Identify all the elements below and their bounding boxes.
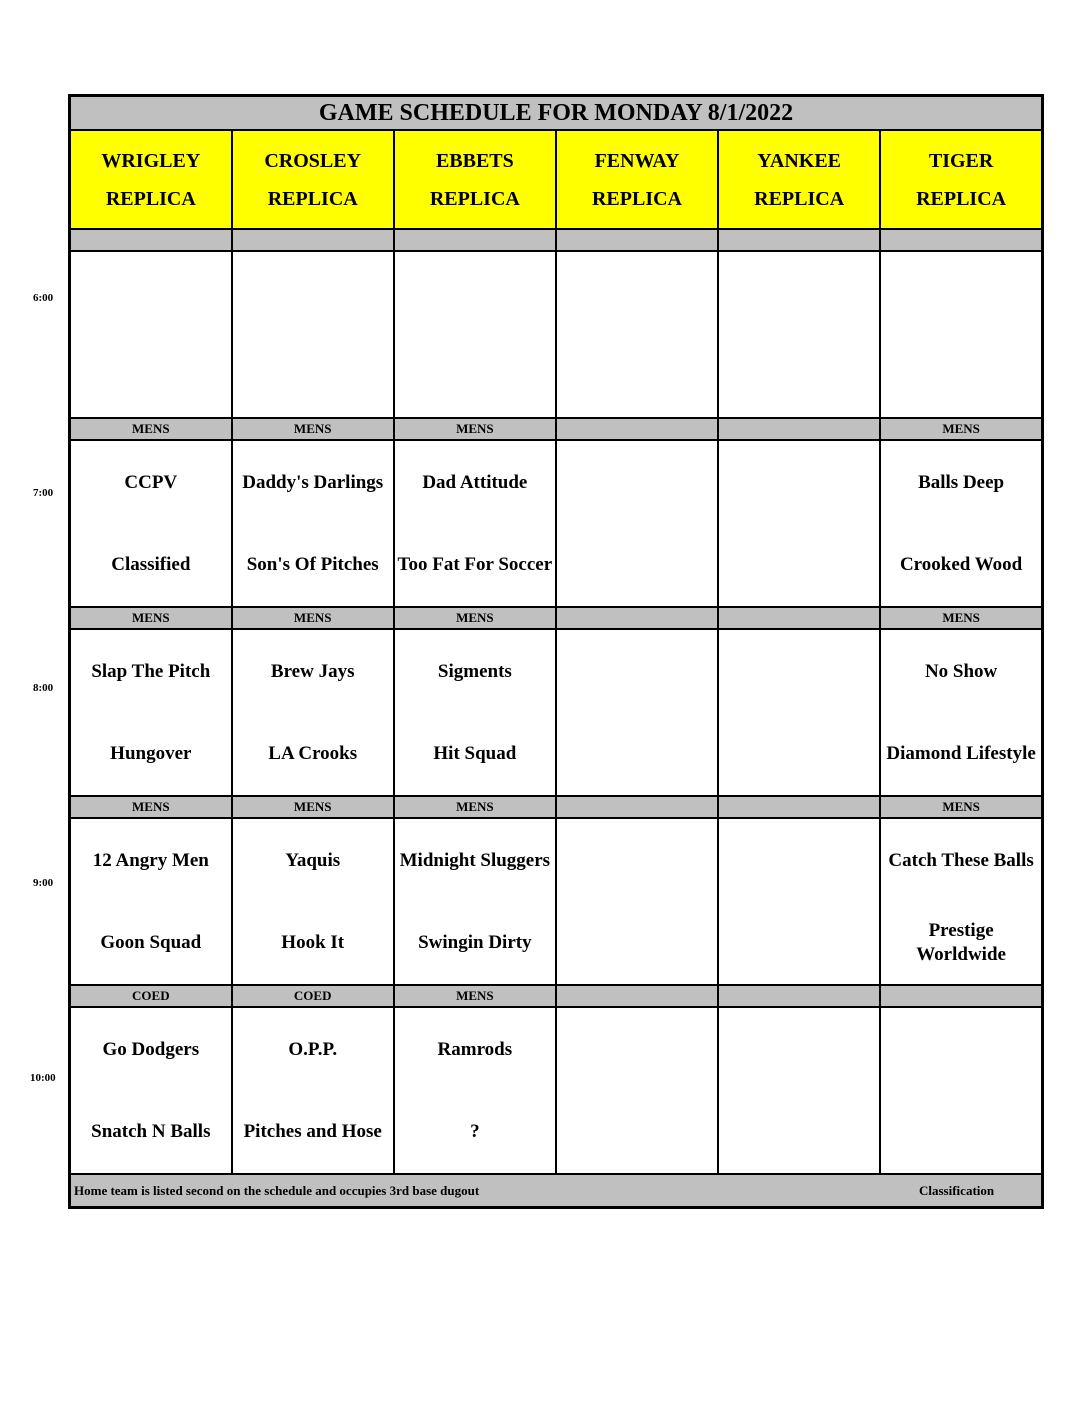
classification-cell: MENS [232,607,394,629]
venue-name: EBBETS [435,149,514,172]
away-team: Daddy's Darlings [242,471,384,493]
game-cell [232,818,394,985]
time-label: 10:00 [30,1072,56,1084]
venue-name: CROSLEY [264,149,362,172]
away-team: No Show [924,660,998,682]
classification-cell: MENS [70,796,232,818]
classification-cell: COED [70,985,232,1007]
classification-cell [718,985,880,1007]
venue-subtitle: REPLICA [105,187,196,210]
venue-name: FENWAY [594,149,680,172]
game-cell [394,251,556,418]
away-team [557,1009,717,1091]
game-cell [718,629,880,796]
schedule-title: GAME SCHEDULE FOR MONDAY 8/1/2022 [70,96,1043,131]
home-team: Snatch N Balls [91,1120,211,1142]
classification-cell [556,796,718,818]
venue-header-wrigley [70,130,232,229]
away-team [719,820,879,902]
away-team [719,631,879,713]
home-team: Crooked Wood [899,553,1023,575]
game-cell [880,251,1042,418]
time-label: 7:00 [33,487,54,499]
classification-cell: MENS [232,418,394,440]
venue-header-crosley [232,130,394,229]
away-team: Dad Attitude [422,471,528,493]
classification-cell: MENS [394,418,556,440]
classification-cell [556,418,718,440]
away-team [557,631,717,713]
home-team: Pitches and Hose [243,1120,382,1142]
game-cell [232,440,394,607]
game-cell [394,1007,556,1174]
home-team: Goon Squad [100,931,202,953]
classification-cell: MENS [394,985,556,1007]
classification-cell [394,229,556,251]
home-team: Hungover [110,742,192,764]
home-team [719,713,879,795]
venue-subtitle: REPLICA [429,187,520,210]
venue-name: WRIGLEY [101,149,201,172]
classification-cell: MENS [394,796,556,818]
classification-cell: MENS [880,418,1042,440]
away-team [71,253,231,335]
game-cell [232,629,394,796]
away-team [881,1009,1041,1091]
home-team: Classified [111,553,191,575]
classification-cell: MENS [70,418,232,440]
venue-subtitle: REPLICA [267,187,358,210]
home-team: Swingin Dirty [418,931,532,953]
home-team [557,335,717,417]
away-team: Catch These Balls [888,849,1034,871]
game-cell [232,1007,394,1174]
home-team [719,1091,879,1173]
home-team: Too Fat For Soccer [397,553,553,575]
classification-cell [880,985,1042,1007]
venue-header-tiger [880,130,1042,229]
game-cell [718,818,880,985]
game-cell [556,440,718,607]
classification-cell: MENS [880,796,1042,818]
away-team [719,253,879,335]
classification-cell [880,229,1042,251]
home-team [395,335,555,417]
classification-cell: COED [232,985,394,1007]
home-team: Hit Squad [433,742,517,764]
footer-bar [70,1174,1043,1208]
away-team: Ramrods [437,1038,513,1060]
game-cell [556,251,718,418]
away-team: Yaquis [285,849,341,871]
home-team [719,335,879,417]
away-team: Brew Jays [270,660,355,682]
away-team: Sigments [437,660,512,682]
classification-cell: MENS [232,796,394,818]
game-cell [718,251,880,418]
game-cell [718,1007,880,1174]
game-cell [556,1007,718,1174]
game-cell [556,818,718,985]
classification-cell [556,229,718,251]
home-team [881,335,1041,417]
game-cell [880,1007,1042,1174]
game-cell [394,629,556,796]
game-cell [70,1007,232,1174]
classification-cell [718,418,880,440]
home-team [881,1091,1041,1173]
away-team [233,253,393,335]
venue-subtitle: REPLICA [591,187,682,210]
home-team-note: Home team is listed second on the schedule and occupies 3rd base dugout [74,1182,480,1198]
away-team [719,442,879,524]
away-team [557,820,717,902]
game-cell [880,818,1042,985]
home-team [719,524,879,606]
venue-header-fenway [556,130,718,229]
home-team [557,524,717,606]
classification-cell [70,229,232,251]
classification-cell [718,796,880,818]
venue-subtitle: REPLICA [916,187,1007,210]
away-team: Go Dodgers [102,1038,200,1060]
game-cell [394,440,556,607]
game-cell [394,818,556,985]
home-team [557,713,717,795]
time-label: 6:00 [33,292,54,304]
classification-cell: MENS [394,607,556,629]
game-cell [70,818,232,985]
game-cell [70,251,232,418]
venue-subtitle: REPLICA [754,187,845,210]
away-team [395,253,555,335]
classification-cell [556,607,718,629]
home-team: Hook It [281,931,345,953]
away-team: O.P.P. [288,1038,338,1060]
home-team [719,902,879,984]
home-team [557,902,717,984]
away-team: Midnight Sluggers [399,849,551,871]
classification-label: Classification [919,1183,995,1198]
away-team: 12 Angry Men [92,849,209,871]
home-team: Prestige Worldwide [916,919,1006,965]
classification-cell: MENS [880,607,1042,629]
game-cell [70,440,232,607]
home-team: LA Crooks [268,742,358,764]
game-cell [70,629,232,796]
home-team [233,335,393,417]
venue-header-ebbets [394,130,556,229]
away-team [719,1009,879,1091]
venue-name: YANKEE [757,149,841,172]
away-team: CCPV [124,471,178,493]
classification-cell: MENS [70,607,232,629]
time-label: 9:00 [33,877,54,889]
home-team: Son's Of Pitches [246,553,379,575]
away-team: Slap The Pitch [91,660,211,682]
schedule-table [68,94,1044,1209]
game-cell [556,629,718,796]
classification-cell [718,229,880,251]
classification-cell [232,229,394,251]
away-team [881,253,1041,335]
home-team: Diamond Lifestyle [886,742,1036,764]
venue-name: TIGER [928,149,994,172]
home-team [71,335,231,417]
game-cell [718,440,880,607]
time-label: 8:00 [33,682,54,694]
game-cell [232,251,394,418]
home-team [557,1091,717,1173]
away-team [557,253,717,335]
game-cell [880,440,1042,607]
away-team [557,442,717,524]
away-team: Balls Deep [918,471,1005,493]
venue-header-yankee [718,130,880,229]
classification-cell [718,607,880,629]
game-cell [880,629,1042,796]
home-team: ? [470,1120,480,1142]
classification-cell [556,985,718,1007]
